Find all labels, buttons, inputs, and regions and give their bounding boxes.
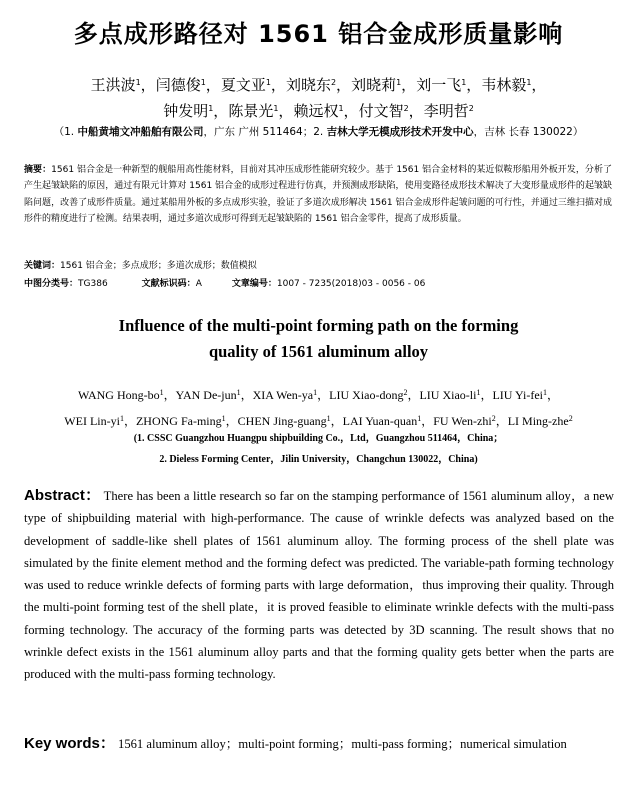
author-name: 夏文亚 bbox=[220, 76, 266, 94]
author-name: 付文智 bbox=[358, 102, 404, 120]
author-name: 刘晓东 bbox=[285, 76, 331, 94]
author-name: 刘一飞 bbox=[416, 76, 462, 94]
author-name: 李明哲 bbox=[423, 102, 469, 120]
author-name: LAI Yuan-quan bbox=[342, 414, 418, 428]
english-authors bbox=[0, 382, 637, 434]
abstract-label: 摘要： bbox=[24, 165, 52, 175]
author-name: CHEN Jing-guang bbox=[237, 414, 327, 428]
author-name: WANG Hong-bo bbox=[77, 388, 160, 402]
classification-line: 中图分类号：TG386 文献标识码：A 文章编号：1007 - 7235(2018)03 - 0056 - 06 bbox=[24, 279, 426, 289]
english-abstract bbox=[24, 485, 614, 686]
chinese-authors-line-2: 钟发明$^1$，陈景光$^1$，赖远权$^1$，付文智$^2$，李明哲$^2$ bbox=[163, 102, 474, 120]
keywords-label: Key words： bbox=[24, 735, 115, 752]
chinese-title: 多点成形路径对 1561 铝合金成形质量影响 bbox=[73, 20, 564, 48]
english-keywords bbox=[24, 733, 614, 755]
author-name: 陈景光 bbox=[228, 102, 274, 120]
chinese-authors-line-1: 王洪波$^1$，闫德俊$^1$，夏文亚$^1$，刘晓东$^2$，刘晓莉$^1$，刘一飞$^1$，韦林毅$^1$， bbox=[90, 76, 547, 94]
author-name: 王洪波 bbox=[90, 76, 136, 94]
author-name: LIU Yi-fei bbox=[492, 388, 544, 402]
author-name: 钟发明 bbox=[163, 102, 209, 120]
author-name: LI Ming-zhe bbox=[507, 414, 569, 428]
affiliation-org-1: 中船黄埔文冲船舶有限公司 bbox=[77, 126, 204, 138]
chinese-keywords bbox=[24, 258, 612, 271]
keywords-text: 1561 aluminum alloy；multi-point forming；multi-pass forming；numerical simulation bbox=[118, 737, 567, 751]
author-name: LIU Xiao-dong bbox=[329, 388, 404, 402]
chinese-authors bbox=[0, 72, 637, 124]
affiliation-org-2: 吉林大学无模成形技术开发中心 bbox=[326, 126, 474, 138]
author-name: ZHONG Fa-ming bbox=[135, 414, 222, 428]
english-title: Influence of the multi-point forming path on the forming quality of 1561 aluminum alloy bbox=[118, 316, 519, 361]
author-name: 韦林毅 bbox=[481, 76, 527, 94]
keywords-label: 关键词： bbox=[24, 261, 61, 271]
author-name: 赖远权 bbox=[293, 102, 339, 120]
english-authors-line-2: WEI Lin-$yi^1$，ZHONG Fa-ming$^1$，CHEN Jing-guang$^1$，LAI Yuan-quan$^1$，FU Wen-zhi$^2$，LI Ming-zhe$^2$ bbox=[64, 414, 573, 428]
chinese-affiliation: （1. 中船黄埔文冲船舶有限公司，广东 广州 511464；2. 吉林大学无模成形技术开发中心，吉林 长春 130022） bbox=[53, 126, 584, 138]
author-name: 刘晓莉 bbox=[351, 76, 397, 94]
keywords-text: 1561 铝合金；多点成形；多道次成形；数值模拟 bbox=[60, 261, 257, 271]
author-name: WEI Lin-yi bbox=[64, 414, 120, 428]
english-affiliation: (1. CSSC Guangzhou Huangpu shipbuilding Co.，Ltd，Guangzhou 511464，China； 2. Dieless Forming Center，Jilin University，Changchun 130022，China) bbox=[133, 433, 504, 465]
chinese-abstract bbox=[24, 162, 612, 227]
author-name: 闫德俊 bbox=[155, 76, 201, 94]
author-name: FU Wen-zhi bbox=[433, 414, 492, 428]
abstract-label: Abstract： bbox=[24, 487, 101, 504]
english-authors-line-1: WANG Hong-$bo^1$，YAN De-jun$^1$，XIA Wen-$ya^1$，LIU Xiao-dong$^2$，LIU Xiao-$li^1$，LIU Yi-fei$^1$， bbox=[77, 388, 560, 402]
abstract-text: 1561 铝合金是一种新型的舰船用高性能材料，目前对其冲压成形性能研究较少。基于 1561 铝合金材料的某近似鞍形船用外板开发，分析了产生起皱缺陷的原因，通过有限元计算对 1561 铝合金的成形过程进行仿真，并预测成形缺陷，使用变路径成形技术解决了大变形量成形件的起皱缺陷问题，改善了成形件质量。通过某船用外板的多点成形实验，验证了多道次成形解决 1561 铝合金成形件起皱问题的可行性，并通过三维扫描对成形件的精度进行了检测。结果表明，通过多道次成形可得到无起皱缺陷的 1561 铝合金零件，提高了成形质量。 bbox=[24, 165, 612, 224]
abstract-text: There has been a little research so far on the stamping performance of 1561 aluminum alloy，a new type of shipbuilding material with high-performance. The cause of wrinkle defects was analyzed based on the development of saddle-like shell plates of 1561 aluminum alloy. The forming process of the shell plate was simulated by the finite element method and the forming defect was predicted. The variable-path forming technology was used to reduce wrinkle defects of forming parts with large deformation，thus improving their quality. Through the multi-point forming test of the shell plate，it is proved feasible to eliminate wrinkle defects with the multi-pass forming technology. The accuracy of the forming parts was detected by 3D scanning. The result shows that no wrinkle defect exists in the 1561 aluminum alloy parts and that the forming quality gets better when the parts are produced with the multi-pass forming technology. bbox=[24, 489, 614, 682]
author-name: LIU Xiao-li bbox=[419, 388, 477, 402]
author-name: YAN De-jun bbox=[175, 388, 237, 402]
author-name: XIA Wen-ya bbox=[252, 388, 314, 402]
